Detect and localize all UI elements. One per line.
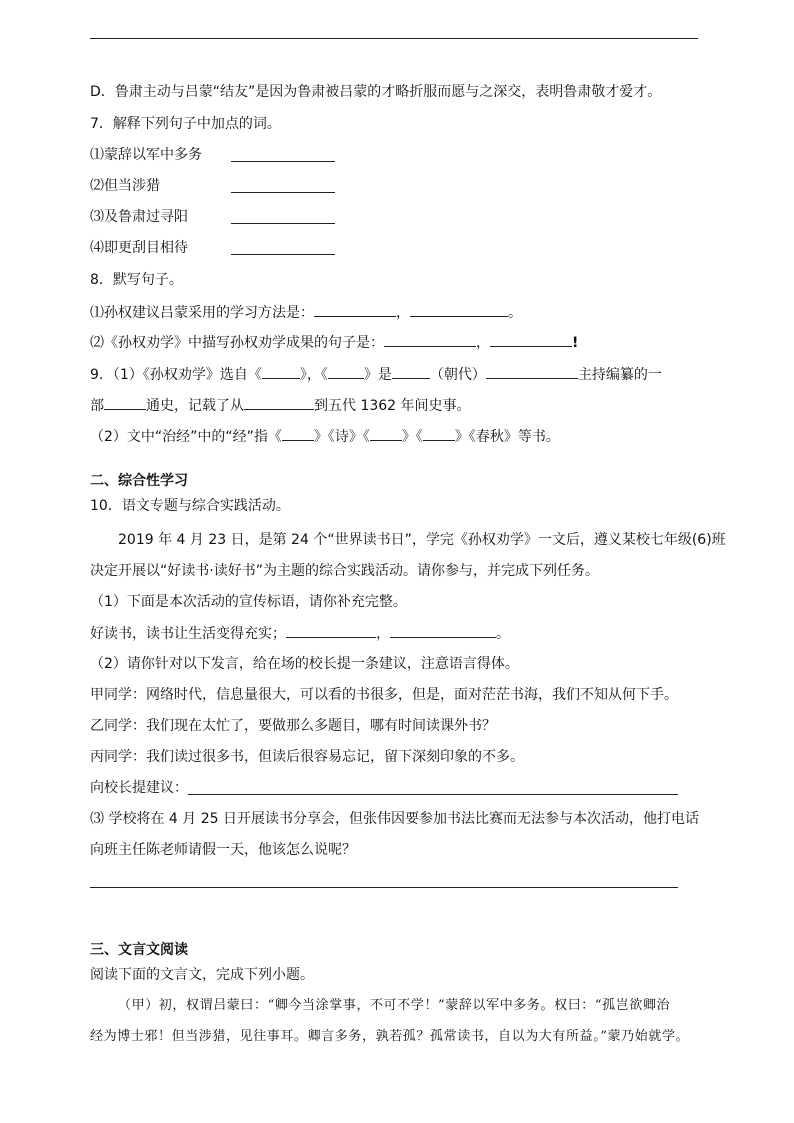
q9-text: 主持编纂的一 <box>577 367 662 383</box>
q8-item-1-text: ⑴孙权建议吕蒙采用的学习方法是： <box>90 305 314 321</box>
q10-prompt: 10．语文专题与综合实践活动。 <box>90 498 290 514</box>
q8-prompt: 8．默写句子。 <box>90 272 183 288</box>
student-bing: 丙同学：我们读过很多书，但读后很容易忘记，留下深刻印象的不多。 <box>90 749 524 765</box>
q8-blank-2a[interactable] <box>384 332 476 347</box>
q10-para-2: 决定开展以“好读书·读好书”为主题的综合实践活动。请你参与，并完成下列任务。 <box>90 563 599 579</box>
q10-slogan <box>90 623 510 644</box>
suggestion-label: 向校长提建议： <box>90 780 188 796</box>
q9-blank-source[interactable] <box>262 364 300 379</box>
q10-task-2: （2）请你针对以下发言，给在场的校长提一条建议，注意语言得体。 <box>90 656 519 672</box>
q8-item-2 <box>90 332 578 353</box>
passage-line-1: （甲）初，权谓吕蒙曰：“卿今当涂掌事，不可不学！”蒙辞以军中多务。权曰：“孤岂欲卿治 <box>118 998 671 1013</box>
q9-text: 到五代 1362 年间史事。 <box>314 398 471 414</box>
slogan-text: 好读书，读书让生活变得充实； <box>90 626 286 642</box>
q9-line-3 <box>90 426 560 447</box>
q7-item-2: ⑵但当涉猎 <box>90 178 160 194</box>
q9-blank-start[interactable] <box>244 395 314 410</box>
header-rule <box>90 38 698 39</box>
q7-blank-3[interactable] <box>231 223 335 224</box>
q9-blank-classic-1[interactable] <box>282 426 314 441</box>
q7-item-3: ⑶及鲁肃过寻阳 <box>90 209 188 225</box>
q9-blank-classic-3[interactable] <box>423 426 455 441</box>
q9-text: （2）文中“治经”中的“经”指《 <box>90 429 282 445</box>
q9-blank-book[interactable] <box>328 364 364 379</box>
q8-blank-2b[interactable] <box>490 332 572 347</box>
q7-blank-1[interactable] <box>231 161 335 162</box>
q10-task-3-line-2: 向班主任陈老师请假一天，他该怎么说呢？ <box>90 842 356 858</box>
q9-text: （朝代） <box>429 367 486 383</box>
q9-text: 》《 <box>401 429 423 445</box>
section-title-3: 三、文言文阅读 <box>90 942 188 958</box>
q9-line-2 <box>90 395 471 416</box>
q7-blank-2[interactable] <box>231 192 335 193</box>
q10-para-1: 2019 年 4 月 23 日，是第 24 个“世界读书日”，学完《孙权劝学》一文后，遵义某校七年级(6)班 <box>118 532 726 548</box>
q9-blank-type[interactable] <box>104 395 146 410</box>
q9-text: 》《春秋》等书。 <box>454 429 560 445</box>
period: 。 <box>508 305 522 321</box>
slogan-blank-1[interactable] <box>286 623 376 638</box>
q7-prompt: 7．解释下列句子中加点的词。 <box>90 116 281 132</box>
comma: ， <box>376 626 390 642</box>
q7-item-4: ⑷即更刮目相待 <box>90 240 188 256</box>
comma: ， <box>396 305 410 321</box>
q8-blank-1b[interactable] <box>410 302 508 317</box>
q9-blank-editor[interactable] <box>486 364 578 379</box>
q9-blank-classic-2[interactable] <box>370 426 402 441</box>
student-yi: 乙同学：我们现在太忙了，要做那么多题目，哪有时间读课外书？ <box>90 718 496 734</box>
q8-item-2-text: ⑵《孙权劝学》中描写孙权劝学成果的句子是： <box>90 335 384 351</box>
q7-item-1: ⑴蒙辞以军中多务 <box>90 147 202 163</box>
passage-line-2: 经为博士邪！但当涉猎，见往事耳。卿言多务，孰若孤？孤常读书，自以为大有所益。”蒙乃始就学。 <box>90 1029 690 1044</box>
q8-blank-1a[interactable] <box>314 302 396 317</box>
q10-task-1: （1）下面是本次活动的宣传标语，请你补充完整。 <box>90 594 407 610</box>
q9-text: 9．（1）《孙权劝学》选自《 <box>90 367 262 383</box>
q9-text: 通史，记载了从 <box>146 398 244 414</box>
q9-blank-dynasty[interactable] <box>392 364 430 379</box>
q6-option-d: D．鲁肃主动与吕蒙“结友”是因为鲁肃被吕蒙的才略折服而愿与之深交，表明鲁肃敬才爱才。 <box>90 84 662 100</box>
period: 。 <box>496 626 510 642</box>
q7-blank-4[interactable] <box>231 254 335 255</box>
q8-item-1 <box>90 302 522 323</box>
slogan-blank-2[interactable] <box>390 623 496 638</box>
q9-line-1 <box>90 364 662 385</box>
q9-text: 部 <box>90 398 104 414</box>
q9-text: 》是 <box>363 367 392 383</box>
task-3-answer-line[interactable] <box>90 887 678 888</box>
student-jia: 甲同学：网络时代，信息量很大，可以看的书很多，但是，面对茫茫书海，我们不知从何下手。 <box>90 687 678 703</box>
q10-task-3-line-1: ⑶ 学校将在 4 月 25 日开展读书分享会，但张伟因要参加书法比赛而无法参与本次活动，他打电话 <box>90 811 699 827</box>
exclamation: ! <box>572 335 579 351</box>
q9-text: 》《诗》《 <box>313 429 370 445</box>
q9-text: 》，《 <box>299 367 328 383</box>
reading-prompt: 阅读下面的文言文，完成下列小题。 <box>90 967 314 983</box>
comma: ， <box>476 335 490 351</box>
suggestion-answer-line[interactable] <box>188 794 678 795</box>
section-title-2: 二、综合性学习 <box>90 473 188 489</box>
